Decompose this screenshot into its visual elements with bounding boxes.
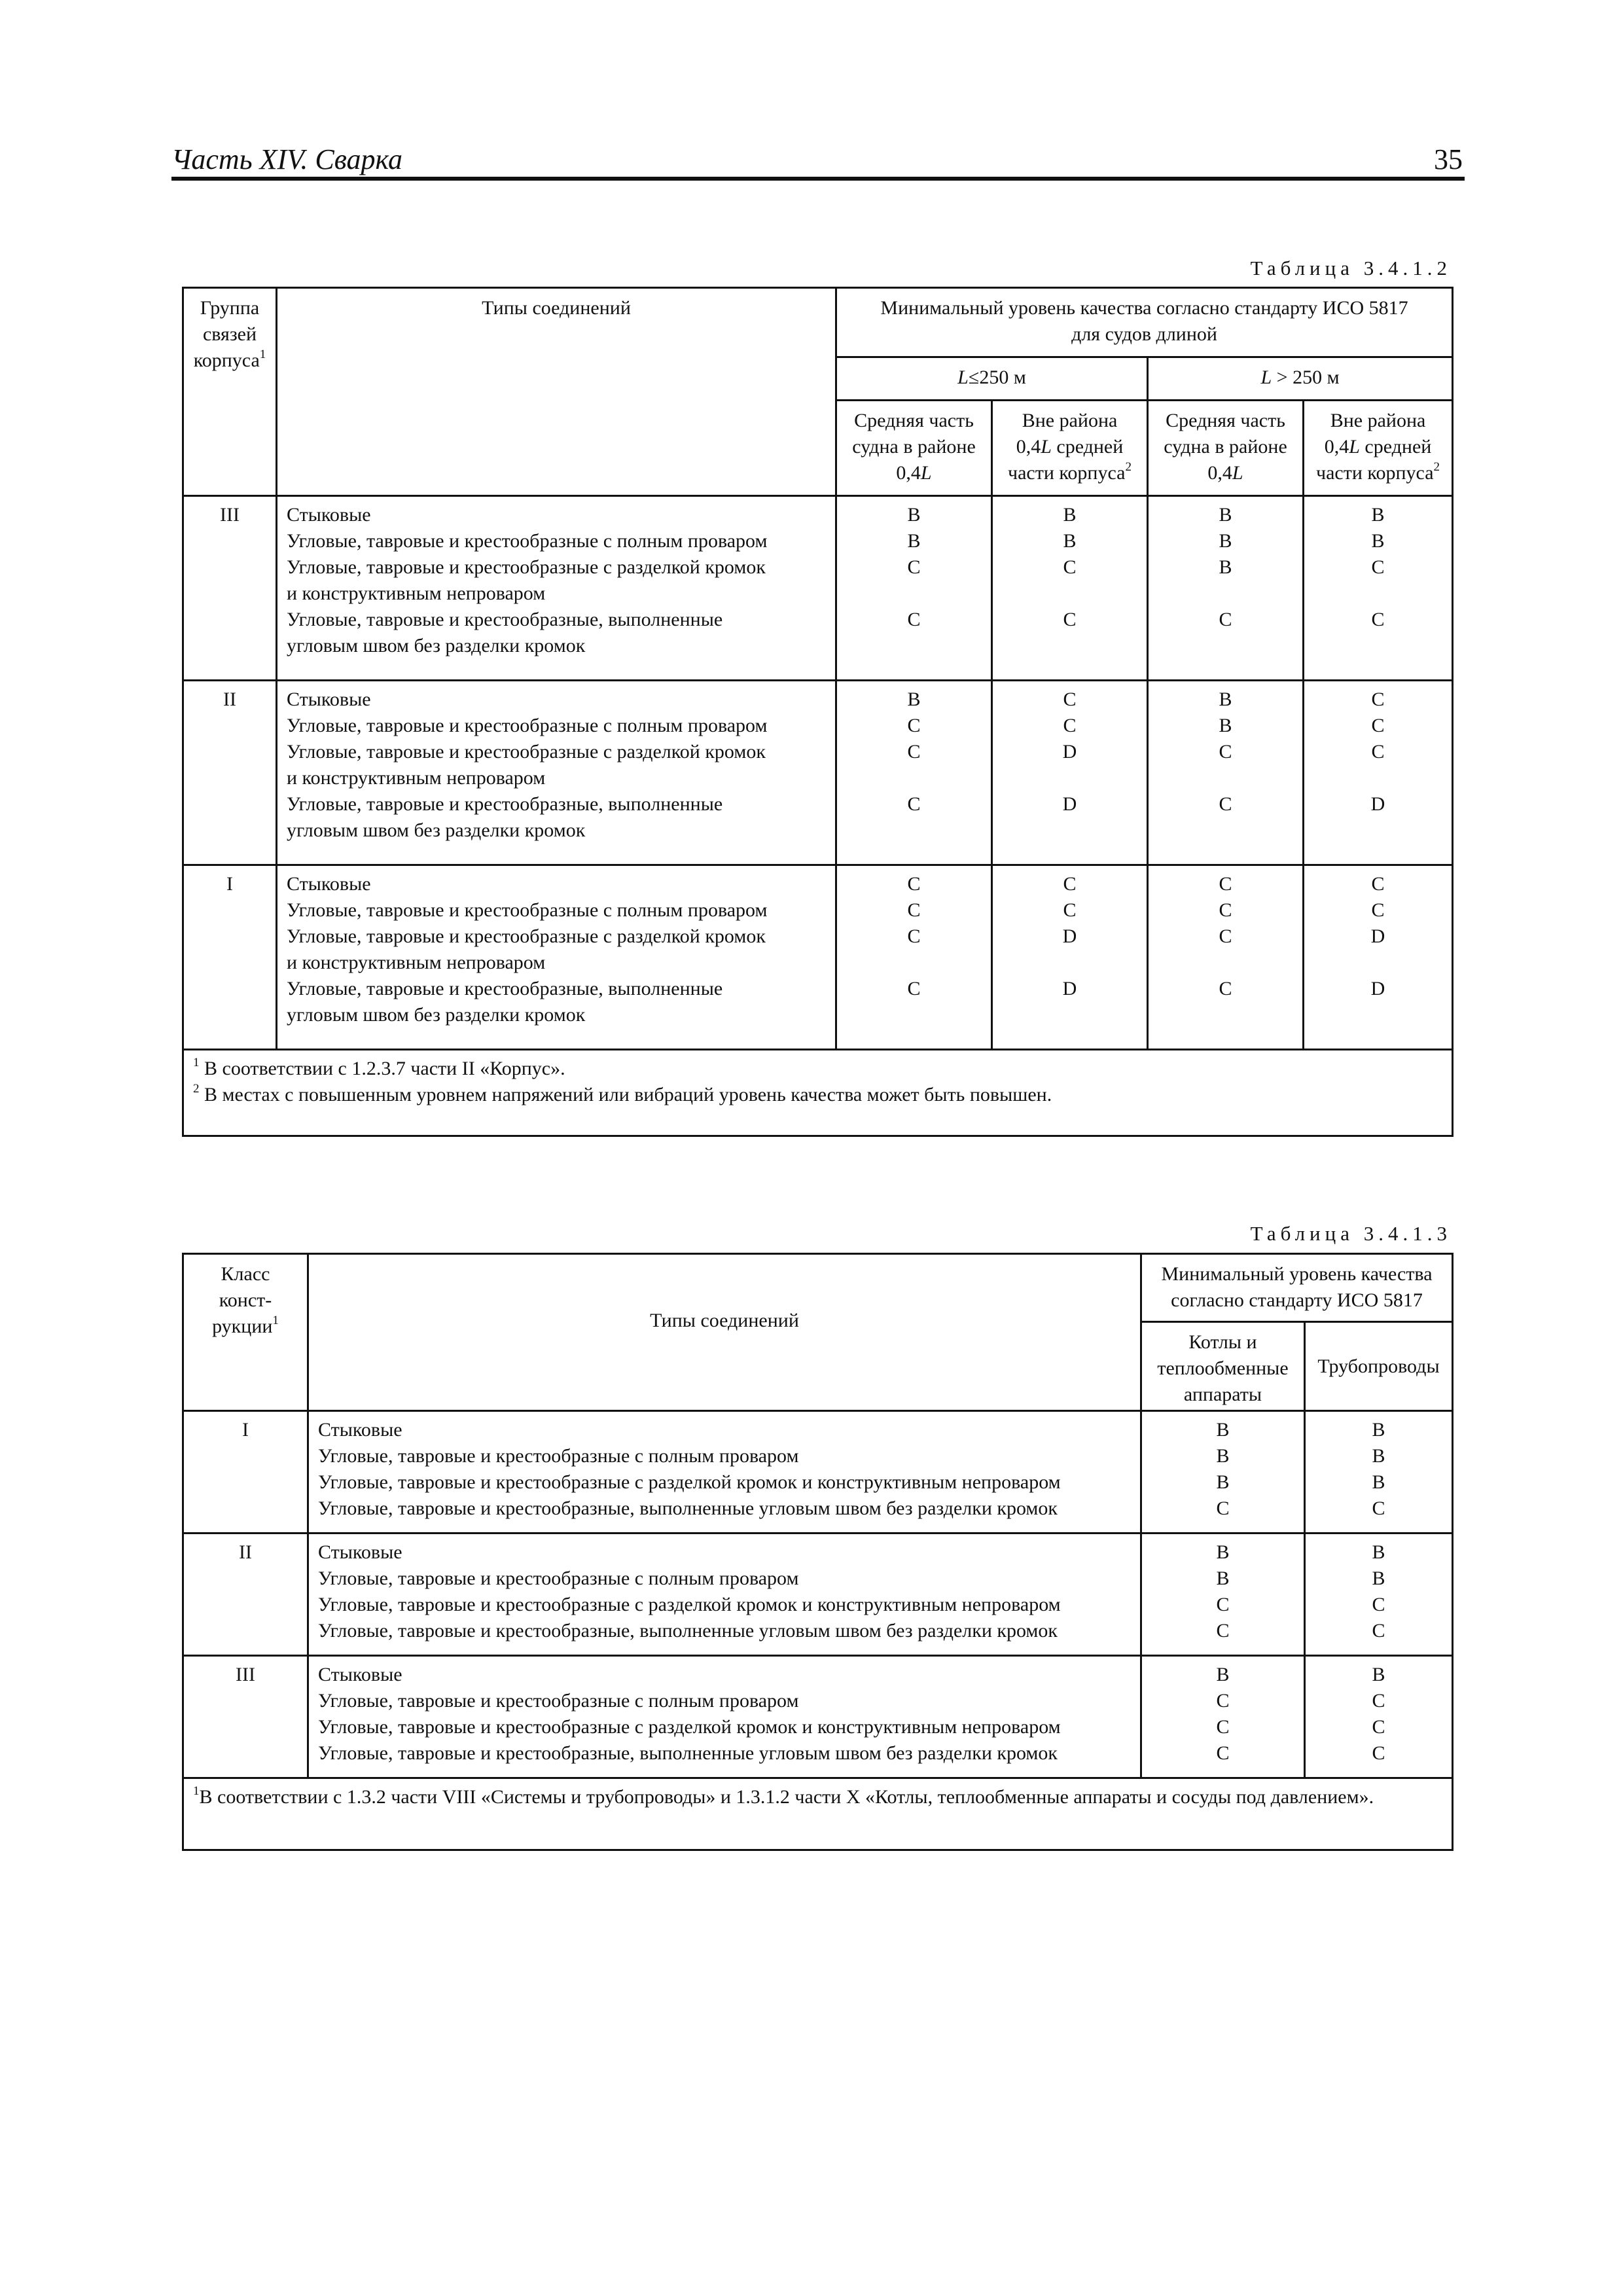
quality-level <box>837 1002 991 1028</box>
quality-level: C <box>1063 715 1077 736</box>
joint-type-line: Угловые, тавровые и крестообразные с разделкой кромок <box>287 741 766 762</box>
quality-level <box>993 950 1147 976</box>
cell-line: Средняя часть <box>1166 410 1285 431</box>
quality-level-cell <box>1148 496 1304 681</box>
quality-level: B <box>907 530 921 552</box>
quality-level <box>1149 633 1302 659</box>
quality-level: C <box>1372 1690 1385 1712</box>
quality-level: B <box>1216 1419 1230 1441</box>
joint-type-line: Угловые, тавровые и крестообразные с разделкой кромок и конструктивным непроваром <box>318 1716 1061 1738</box>
quality-level-cell <box>1141 1656 1305 1778</box>
table1-subheader-outside <box>1304 401 1453 496</box>
quality-level: C <box>907 925 921 947</box>
quality-level: C <box>1372 1498 1385 1519</box>
table1-footnotes <box>183 1050 1453 1136</box>
quality-level: C <box>1371 741 1385 762</box>
quality-level: B <box>1219 504 1232 526</box>
quality-level: D <box>1370 978 1385 999</box>
table-footnotes-row <box>183 1778 1453 1850</box>
quality-level-cell <box>836 496 992 681</box>
quality-level-cell <box>1304 496 1453 681</box>
quality-level: C <box>1063 899 1077 921</box>
quality-level: B <box>1063 504 1077 526</box>
quality-level: C <box>1216 1742 1230 1764</box>
quality-level-cell <box>1141 1534 1305 1656</box>
joint-type-line: Угловые, тавровые и крестообразные, выполненные <box>287 793 723 815</box>
quality-level <box>1304 765 1452 791</box>
quality-level-cell <box>836 681 992 865</box>
table-row <box>183 1534 1453 1656</box>
table1-subheader-midship <box>836 401 992 496</box>
quality-level: B <box>1372 1445 1385 1467</box>
quality-level: C <box>1219 978 1232 999</box>
cell-line: 0,4L <box>1207 462 1243 484</box>
group-label: I <box>183 865 277 1050</box>
quality-level <box>1304 581 1452 607</box>
table1-header-types: Типы соединений <box>277 288 836 496</box>
cell-line: Средняя часть <box>854 410 974 431</box>
joint-type-line: и конструктивным непроваром <box>287 767 546 789</box>
quality-level: C <box>1063 873 1077 895</box>
cell-line-italic: L <box>1349 436 1360 457</box>
quality-level: D <box>1062 978 1077 999</box>
table1-header-length-gt250: L > 250 м <box>1148 357 1453 401</box>
class-label: I <box>183 1411 308 1534</box>
joint-type-line: Угловые, тавровые и крестообразные с разделкой кромок <box>287 556 766 578</box>
quality-level <box>1149 765 1302 791</box>
quality-level: B <box>1372 1471 1385 1493</box>
footnote <box>193 1082 1444 1108</box>
quality-level: C <box>1372 1620 1385 1641</box>
joint-types-cell <box>308 1411 1141 1534</box>
joint-types-cell <box>277 681 836 865</box>
joint-type-line: Стыковые <box>318 1419 402 1441</box>
table1-caption: Таблица 3.4.1.2 <box>1250 257 1452 279</box>
quality-level: C <box>907 715 921 736</box>
cell-line-italic: L <box>1041 436 1052 457</box>
table-row <box>183 681 1453 865</box>
quality-level <box>1304 817 1452 844</box>
quality-level: C <box>1371 873 1385 895</box>
quality-level: C <box>1372 1716 1385 1738</box>
quality-level: C <box>1372 1742 1385 1764</box>
quality-level: B <box>1372 1664 1385 1685</box>
table2-header-boilers: Котлы и теплообменные аппараты <box>1141 1322 1305 1411</box>
joint-type-line: Угловые, тавровые и крестообразные с полным проваром <box>318 1445 799 1467</box>
quality-level <box>837 950 991 976</box>
quality-level-cell <box>1304 681 1453 865</box>
joint-type-line: Угловые, тавровые и крестообразные, выполненные <box>287 609 723 630</box>
quality-level: B <box>1219 530 1232 552</box>
quality-level: C <box>1219 793 1232 815</box>
joint-types-cell <box>308 1656 1141 1778</box>
quality-level: B <box>907 689 921 710</box>
cell-line-italic: L <box>1232 462 1243 484</box>
footnote-text: В местах с повышенным уровнем напряжений или вибраций уровень качества может быть повышен. <box>199 1084 1052 1105</box>
joint-type-line: Стыковые <box>287 689 371 710</box>
quality-level-cell <box>992 681 1148 865</box>
quality-level: D <box>1062 793 1077 815</box>
cell-line: Вне района <box>1330 410 1426 431</box>
quality-level: C <box>1219 899 1232 921</box>
cell-line: судна в районе <box>852 436 976 457</box>
joint-type-line: угловым швом без разделки кромок <box>287 1004 586 1026</box>
footnote-number: 1 <box>193 1784 200 1798</box>
joint-type-line: Стыковые <box>318 1541 402 1563</box>
quality-level: B <box>1372 1419 1385 1441</box>
footnote-ref: 2 <box>1125 460 1132 474</box>
quality-level <box>993 633 1147 659</box>
table-row <box>183 865 1453 1050</box>
cell-line: 0,4L <box>896 462 932 484</box>
quality-level <box>1149 817 1302 844</box>
joint-type-line: Угловые, тавровые и крестообразные с разделкой кромок <box>287 925 766 947</box>
group-label: III <box>183 496 277 681</box>
quality-level: C <box>907 978 921 999</box>
table2-header-pipes: Трубопроводы <box>1305 1322 1453 1411</box>
footnote <box>193 1056 1444 1082</box>
quality-level-cell <box>1141 1411 1305 1534</box>
table1-header-quality: Минимальный уровень качества согласно стандарту ИСО 5817 для судов длиной <box>836 288 1453 357</box>
quality-level: C <box>907 741 921 762</box>
quality-level: C <box>1371 609 1385 630</box>
cell-line: судна в районе <box>1164 436 1287 457</box>
footnote <box>193 1784 1444 1810</box>
footnote-number: 1 <box>193 1056 200 1069</box>
quality-level: C <box>1216 1498 1230 1519</box>
quality-level-cell <box>1305 1411 1453 1534</box>
cell-text: части корпуса <box>1008 462 1126 484</box>
quality-level: C <box>907 793 921 815</box>
quality-level: C <box>907 873 921 895</box>
class-label: II <box>183 1534 308 1656</box>
joint-type-line: Угловые, тавровые и крестообразные с разделкой кромок и конструктивным непроваром <box>318 1594 1061 1615</box>
table2-caption: Таблица 3.4.1.3 <box>1250 1222 1452 1245</box>
quality-level: C <box>1216 1620 1230 1641</box>
cell-line: Вне района <box>1022 410 1118 431</box>
table1-subheader-outside <box>992 401 1148 496</box>
quality-level: C <box>1216 1594 1230 1615</box>
table-row <box>183 496 1453 681</box>
quality-level: C <box>907 899 921 921</box>
quality-level: C <box>1371 899 1385 921</box>
joint-type-line: Угловые, тавровые и крестообразные, выполненные угловым швом без разделки кромок <box>318 1498 1058 1519</box>
quality-level: C <box>1219 609 1232 630</box>
cell-text: части корпуса <box>1316 462 1434 484</box>
cell-line: 0,4L средней <box>1324 436 1432 457</box>
quality-level: B <box>1216 1541 1230 1563</box>
table1-subheader-midship <box>1148 401 1304 496</box>
quality-level: C <box>907 609 921 630</box>
quality-level: B <box>1216 1445 1230 1467</box>
table2-header-class: Класс конст- рукции$^1$ <box>183 1254 308 1411</box>
quality-level <box>993 1002 1147 1028</box>
quality-level: D <box>1062 925 1077 947</box>
quality-level: C <box>1216 1690 1230 1712</box>
table1-header-group: Группа связей корпуса$^1$ <box>183 288 277 496</box>
quality-level-cell <box>992 496 1148 681</box>
joint-types-cell <box>277 865 836 1050</box>
quality-level: C <box>907 556 921 578</box>
table2 <box>182 1253 1454 1851</box>
table-row <box>183 1656 1453 1778</box>
quality-level: B <box>907 504 921 526</box>
quality-level <box>1304 633 1452 659</box>
joint-type-line: Угловые, тавровые и крестообразные, выполненные <box>287 978 723 999</box>
quality-level: D <box>1370 793 1385 815</box>
cell-line-italic: L <box>920 462 932 484</box>
quality-level: B <box>1216 1568 1230 1589</box>
quality-level: B <box>1216 1471 1230 1493</box>
table1-header-length-le250: L≤250 м <box>836 357 1148 401</box>
header-rule <box>171 177 1465 181</box>
quality-level-cell <box>1148 865 1304 1050</box>
running-header-title: Часть XIV. Сварка <box>171 143 403 175</box>
quality-level: C <box>1371 556 1385 578</box>
quality-level <box>1149 950 1302 976</box>
joint-type-line: Угловые, тавровые и крестообразные, выполненные угловым швом без разделки кромок <box>318 1742 1058 1764</box>
quality-level: C <box>1219 741 1232 762</box>
quality-level <box>993 581 1147 607</box>
page-number: 35 <box>1434 143 1463 175</box>
quality-level-cell <box>1305 1656 1453 1778</box>
group-label: II <box>183 681 277 865</box>
table2-footnote <box>183 1778 1453 1850</box>
quality-level: C <box>1063 689 1077 710</box>
cell-line <box>1304 460 1452 486</box>
quality-level-cell <box>1304 865 1453 1050</box>
quality-level-cell <box>1148 681 1304 865</box>
quality-level <box>993 765 1147 791</box>
quality-level: B <box>1372 1541 1385 1563</box>
table-footnotes-row <box>183 1050 1453 1136</box>
quality-level <box>837 817 991 844</box>
quality-level: D <box>1370 925 1385 947</box>
quality-level: C <box>1219 925 1232 947</box>
joint-type-line: Угловые, тавровые и крестообразные с полным проваром <box>318 1690 799 1712</box>
joint-types-cell <box>308 1534 1141 1656</box>
quality-level: C <box>1219 873 1232 895</box>
footnote-text: В соответствии с 1.2.3.7 части II «Корпус». <box>199 1058 565 1079</box>
quality-level <box>837 765 991 791</box>
quality-level: B <box>1216 1664 1230 1685</box>
joint-type-line: Стыковые <box>287 504 371 526</box>
joint-type-line: угловым швом без разделки кромок <box>287 819 586 841</box>
table2-header-types: Типы соединений <box>308 1254 1141 1411</box>
footnote-number: 2 <box>193 1082 200 1096</box>
table1 <box>182 287 1454 1137</box>
quality-level: B <box>1372 1568 1385 1589</box>
quality-level: B <box>1219 689 1232 710</box>
quality-level: C <box>1371 689 1385 710</box>
quality-level: B <box>1219 715 1232 736</box>
quality-level <box>837 581 991 607</box>
quality-level-cell <box>992 865 1148 1050</box>
class-label: III <box>183 1656 308 1778</box>
cell-line: 0,4L средней <box>1016 436 1124 457</box>
joint-type-line: Угловые, тавровые и крестообразные, выполненные угловым швом без разделки кромок <box>318 1620 1058 1641</box>
quality-level: B <box>1063 530 1077 552</box>
joint-type-line: Угловые, тавровые и крестообразные с полным проваром <box>287 715 768 736</box>
quality-level: C <box>1063 609 1077 630</box>
joint-type-line: Стыковые <box>318 1664 402 1685</box>
quality-level <box>1304 1002 1452 1028</box>
quality-level: B <box>1371 504 1385 526</box>
joint-types-cell <box>277 496 836 681</box>
footnote-text: В соответствии с 1.3.2 части VIII «Системы и трубопроводы» и 1.3.1.2 части X «Котлы, теплообменные аппараты и сосуды под давлением». <box>199 1786 1374 1808</box>
quality-level <box>1149 581 1302 607</box>
quality-level <box>993 817 1147 844</box>
quality-level <box>837 633 991 659</box>
joint-type-line: Угловые, тавровые и крестообразные с полным проваром <box>287 530 768 552</box>
quality-level: B <box>1219 556 1232 578</box>
joint-type-line: Стыковые <box>287 873 371 895</box>
joint-type-line: и конструктивным непроваром <box>287 952 546 973</box>
joint-type-line: угловым швом без разделки кромок <box>287 635 586 656</box>
joint-type-line: и конструктивным непроваром <box>287 583 546 604</box>
quality-level: C <box>1371 715 1385 736</box>
joint-type-line: Угловые, тавровые и крестообразные с полным проваром <box>318 1568 799 1589</box>
joint-type-line: Угловые, тавровые и крестообразные с полным проваром <box>287 899 768 921</box>
table-row <box>183 1411 1453 1534</box>
quality-level: B <box>1371 530 1385 552</box>
quality-level-cell <box>836 865 992 1050</box>
quality-level-cell <box>1305 1534 1453 1656</box>
footnote-ref: 2 <box>1433 460 1440 474</box>
quality-level: C <box>1063 556 1077 578</box>
cell-line <box>993 460 1147 486</box>
table2-header-quality: Минимальный уровень качества согласно стандарту ИСО 5817 <box>1141 1254 1453 1322</box>
quality-level <box>1304 950 1452 976</box>
quality-level: C <box>1216 1716 1230 1738</box>
quality-level: C <box>1372 1594 1385 1615</box>
joint-type-line: Угловые, тавровые и крестообразные с разделкой кромок и конструктивным непроваром <box>318 1471 1061 1493</box>
quality-level: D <box>1062 741 1077 762</box>
quality-level <box>1149 1002 1302 1028</box>
